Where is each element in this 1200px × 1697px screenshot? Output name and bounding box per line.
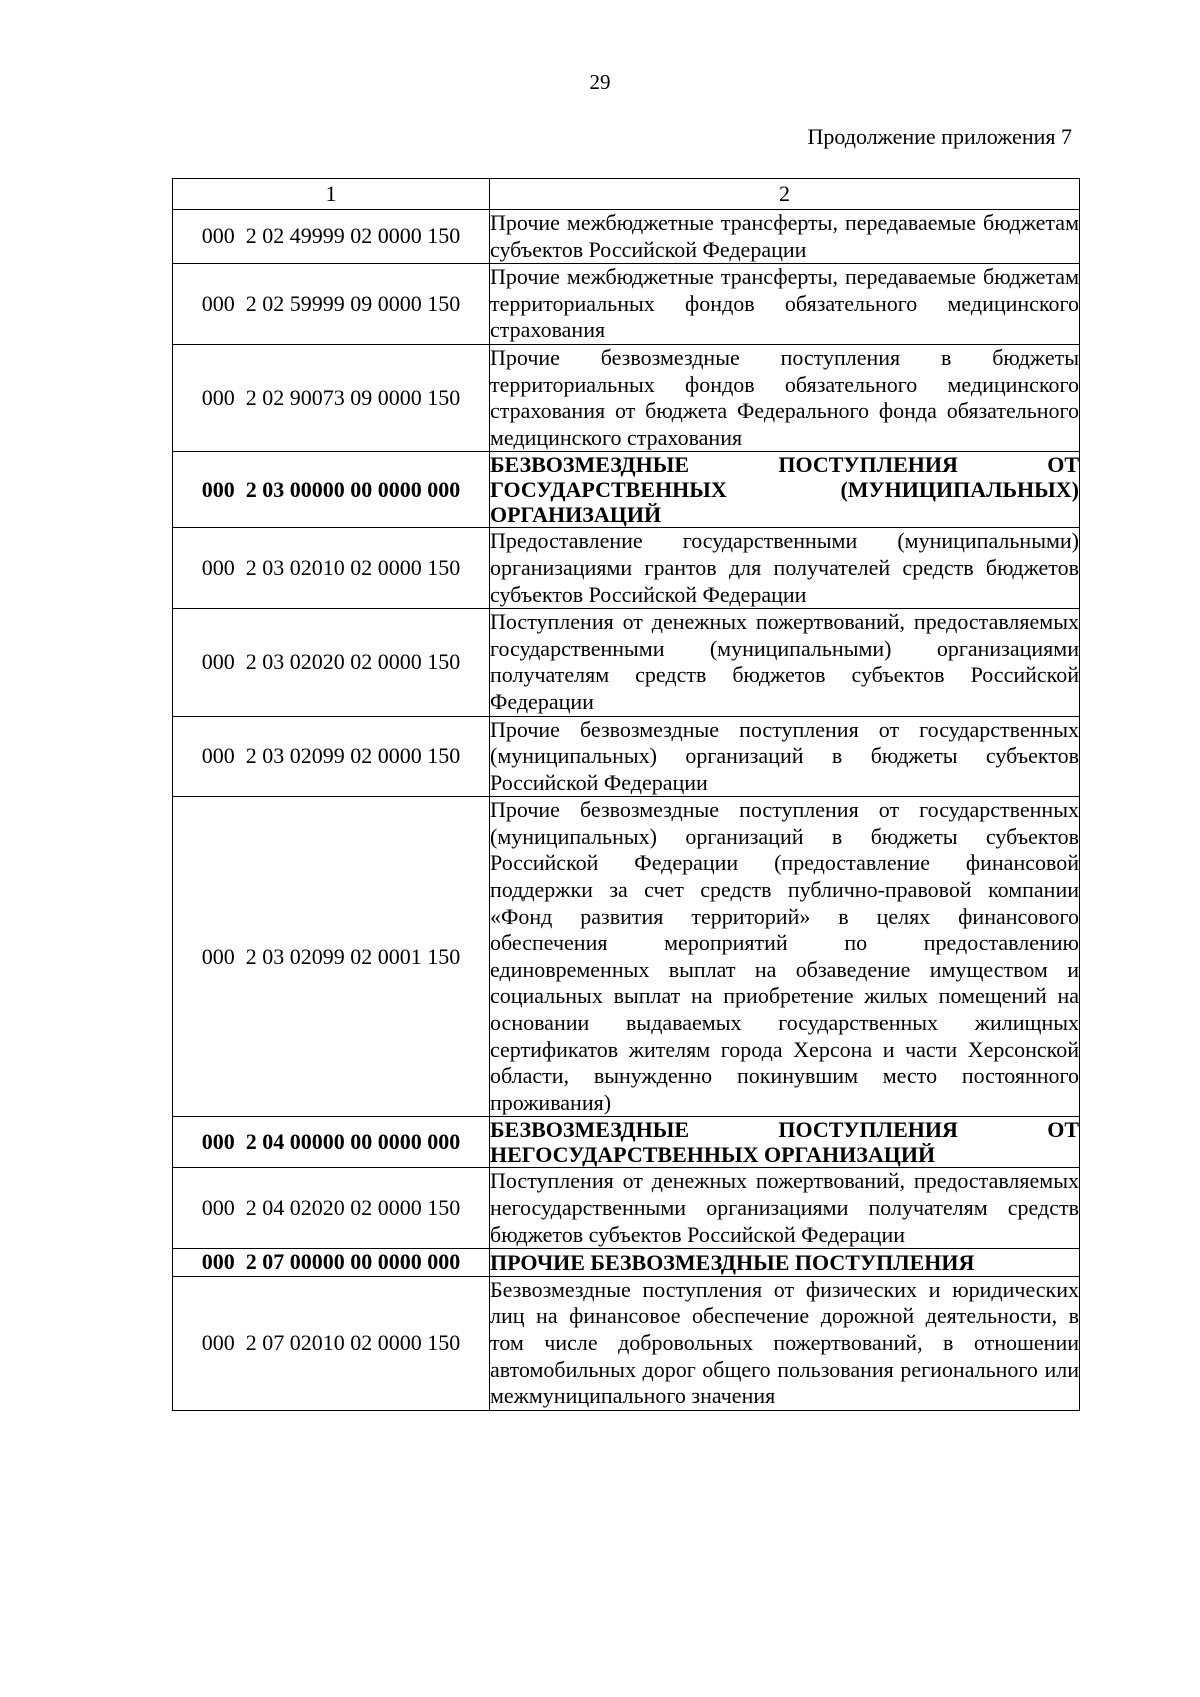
- revenue-description-cell: Прочие безвозмездные поступления в бюджеты территориальных фондов обязательного медицинского страхования от бюджета Федерального фонда обязательного медицинского страхования: [490, 344, 1080, 451]
- revenue-description-cell: Безвозмездные поступления от физических и юридических лиц на финансовое обеспечение дорожной деятельности, в том числе добровольных пожертвований, в отношении автомобильных дорог общего пользования регионального или межмуниципального значения: [490, 1276, 1080, 1410]
- revenue-description-cell: Прочие межбюджетные трансферты, передаваемые бюджетам территориальных фондов обязательного медицинского страхования: [490, 264, 1080, 345]
- table-row: [173, 797, 1080, 1117]
- page-number: 29: [589, 70, 611, 94]
- table-row: [173, 210, 1080, 264]
- budget-code-cell: 000 2 03 00000 00 0000 000: [173, 452, 490, 528]
- revenue-description-cell: БЕЗВОЗМЕЗДНЫЕ ПОСТУПЛЕНИЯ ОТ ГОСУДАРСТВЕННЫХ (МУНИЦИПАЛЬНЫХ) ОРГАНИЗАЦИЙ: [490, 452, 1079, 528]
- revenue-description-cell: БЕЗВОЗМЕЗДНЫЕ ПОСТУПЛЕНИЯ ОТ НЕГОСУДАРСТВЕННЫХ ОРГАНИЗАЦИЙ: [490, 1117, 1079, 1168]
- budget-code-cell: 000 2 07 00000 00 0000 000: [173, 1249, 490, 1277]
- budget-code-cell: 000 2 03 02010 02 0000 150: [173, 528, 490, 609]
- revenue-description-cell: Прочие безвозмездные поступления от государственных (муниципальных) организаций в бюджеты субъектов Российской Федерации (предоставление финансовой поддержки за счет средств публично-правовой компании «Фонд развития территорий» в целях финансового обеспечения мероприятий по предоставлению единовременных выплат на обзаведение имуществом и социальных выплат на приобретение жилых помещений на основании выдаваемых государственных жилищных сертификатов жителям города Херсона и части Херсонской области, вынужденно покинувшим место постоянного проживания): [490, 797, 1080, 1117]
- table-row: [173, 344, 1080, 451]
- table-row: [173, 1168, 1080, 1249]
- revenue-description-cell: Прочие межбюджетные трансферты, передаваемые бюджетам субъектов Российской Федерации: [490, 210, 1080, 264]
- table-body: [173, 210, 1080, 1411]
- table-row-section: [173, 452, 1080, 528]
- budget-revenue-table: [172, 178, 1080, 1411]
- column-header-code: 1: [173, 179, 490, 210]
- appendix-continuation-label: Продолжение приложения 7: [807, 124, 1072, 149]
- budget-code-cell: 000 2 02 59999 09 0000 150: [173, 264, 490, 345]
- column-header-description: 2: [490, 179, 1080, 210]
- revenue-description-cell: Поступления от денежных пожертвований, предоставляемых негосударственными организациями получателям средств бюджетов субъектов Российской Федерации: [490, 1168, 1080, 1249]
- table-row-section: [173, 1249, 1080, 1277]
- budget-code-cell: 000 2 03 02020 02 0000 150: [173, 609, 490, 716]
- revenue-description-cell: Поступления от денежных пожертвований, предоставляемых государственными (муниципальными) организациями получателям средств бюджетов субъектов Российской Федерации: [490, 609, 1080, 716]
- budget-code-cell: 000 2 02 49999 02 0000 150: [173, 210, 490, 264]
- table-row: [173, 1276, 1080, 1410]
- budget-code-cell: 000 2 07 02010 02 0000 150: [173, 1276, 490, 1410]
- revenue-description-cell: Предоставление государственными (муниципальными) организациями грантов для получателей средств бюджетов субъектов Российской Федерации: [490, 528, 1080, 609]
- budget-code-cell: 000 2 04 02020 02 0000 150: [173, 1168, 490, 1249]
- table-row: [173, 264, 1080, 345]
- table-row-section: [173, 1117, 1080, 1168]
- revenue-description-cell: ПРОЧИЕ БЕЗВОЗМЕЗДНЫЕ ПОСТУПЛЕНИЯ: [490, 1249, 1080, 1277]
- budget-code-cell: 000 2 03 02099 02 0001 150: [173, 797, 490, 1117]
- table-row: [173, 609, 1080, 716]
- table-header-row: [173, 179, 1080, 210]
- table-row: [173, 716, 1080, 797]
- revenue-description-cell: Прочие безвозмездные поступления от государственных (муниципальных) организаций в бюджеты субъектов Российской Федерации: [490, 716, 1080, 797]
- budget-code-cell: 000 2 02 90073 09 0000 150: [173, 344, 490, 451]
- budget-code-cell: 000 2 03 02099 02 0000 150: [173, 716, 490, 797]
- budget-code-cell: 000 2 04 00000 00 0000 000: [173, 1117, 490, 1168]
- table-row: [173, 528, 1080, 609]
